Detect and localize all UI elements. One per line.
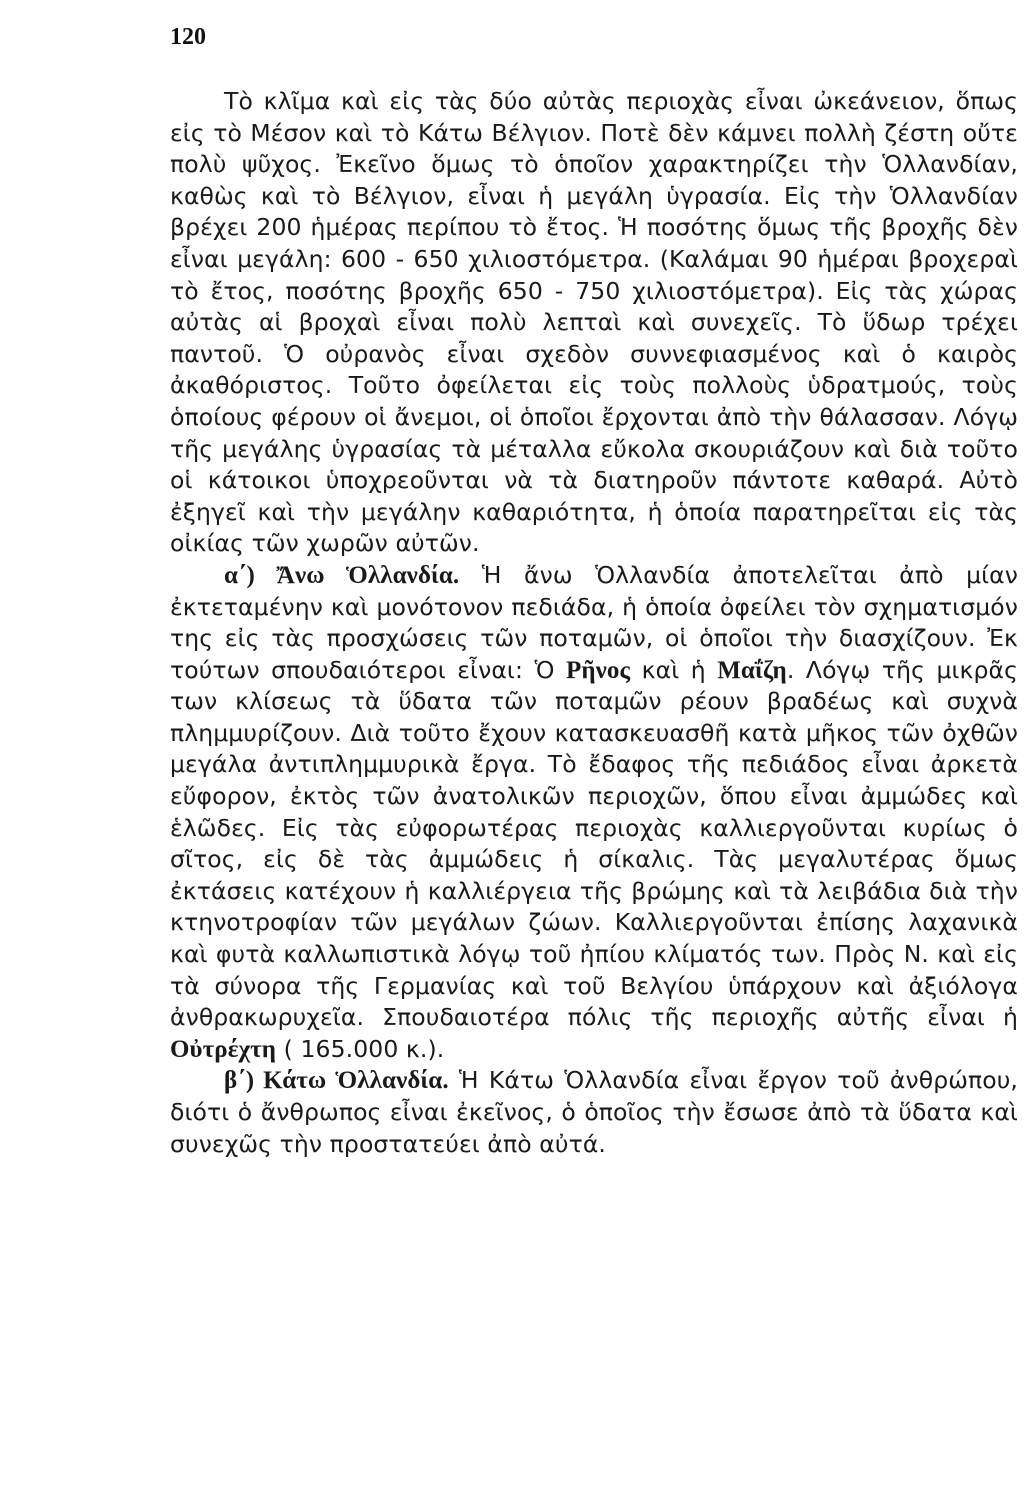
body-text — [170, 86, 1018, 1160]
text-segment: Ἡ ἄνω Ὁλλανδία ἀποτελεῖται ἀπὸ μίαν ἐκτεταμένην καὶ μονότονον πεδιάδα, ἡ ὁποία ὀφείλει τὸν σχηματισμόν της εἰς τὰς προσχώσεις τῶν ποταμῶν, οἱ ὁποῖοι τὴν διασχίζουν. Ἐκ τούτων σπουδαιότεροι εἶναι: Ὁ — [170, 560, 1019, 684]
paragraph-upper-holland — [170, 560, 1018, 1066]
text-segment: . Λόγῳ τῆς μικρᾶς των κλίσεως τὰ ὕδατα τῶν ποταμῶν ρέουν βραδέως καὶ συχνὰ πλημμυρίζουν. Διὰ τοῦτο ἔχουν κατασκευασθῆ κατὰ μῆκος τῶν ὀχθῶν μεγάλα ἀντιπλημμυρικὰ ἔργα. Τὸ ἔδαφος τῆς πεδιάδος εἶναι ἀρκετὰ εὔφορον, ἐκτὸς τῶν ἀνατολικῶν περιοχῶν, ὅπου εἶναι ἀμμώδες καὶ ἑλῶδες. Εἰς τὰς εὐφορωτέρας περιοχὰς καλλιεργοῦνται κυρίως ὁ σῖτος, εἰς δὲ τὰς ἀμμώδεις ἡ σίκαλις. Τὰς μεγαλυτέρας ὅμως ἐκτάσεις κατέχουν ἡ καλλιέργεια τῆς βρώμης καὶ τὰ λειβάδια διὰ τὴν κτηνοτροφίαν τῶν μεγάλων ζώων. Καλλιεργοῦνται ἐπίσης λαχανικὰ καὶ φυτὰ καλλωπιστικὰ λόγῳ τοῦ ἠπίου κλίματός των. Πρὸς Ν. καὶ εἰς τὰ σύνορα τῆς Γερμανίας καὶ τοῦ Βελγίου ὑπάρχουν καὶ ἀξιόλογα ἀνθρακωρυχεῖα. Σπουδαιοτέρα πόλις τῆς περιοχῆς αὐτῆς εἶναι ἡ — [170, 655, 1018, 1032]
page-number: 120 — [170, 24, 206, 50]
section-heading-upper-holland: α΄) Ἄνω Ὁλλανδία. — [224, 561, 460, 589]
section-heading-lower-holland: β΄) Κάτω Ὁλλανδία. — [224, 1067, 449, 1095]
paragraph-climate: Τὸ κλῖμα καὶ εἰς τὰς δύο αὐτὰς περιοχὰς εἶναι ὠκεάνειον, ὅπως εἰς τὸ Μέσον καὶ τὸ Κάτω Βέλγιον. Ποτὲ δὲν κάμνει πολλὴ ζέστη οὔτε πολὺ ψῦχος. Ἐκεῖνο ὅμως τὸ ὁποῖον χαρακτηρίζει τὴν Ὁλλανδίαν, καθὼς καὶ τὸ Βέλγιον, εἶναι ἡ μεγάλη ὑγρασία. Εἰς τὴν Ὁλλανδίαν βρέχει 200 ἡμέρας περίπου τὸ ἔτος. Ἡ ποσότης ὅμως τῆς βροχῆς δὲν εἶναι μεγάλη: 600 - 650 χιλιοστόμετρα. (Καλάμαι 90 ἡμέραι βροχεραὶ τὸ ἔτος, ποσότης βροχῆς 650 - 750 χιλιοστόμετρα). Εἰς τὰς χώρας αὐτὰς αἱ βροχαὶ εἶναι πολὺ λεπταὶ καὶ συνεχεῖς. Τὸ ὕδωρ τρέχει παντοῦ. Ὁ οὐρανὸς εἶναι σχεδὸν συννεφιασμένος καὶ ὁ καιρὸς ἀκαθόριστος. Τοῦτο ὀφείλεται εἰς τοὺς πολλοὺς ὑδρατμούς, τοὺς ὁποίους φέρουν οἱ ἄνεμοι, οἱ ὁποῖοι ἔρχονται ἀπὸ τὴν θάλασσαν. Λόγῳ τῆς μεγάλης ὑγρασίας τὰ μέταλλα εὔκολα σκουριάζουν καὶ διὰ τοῦτο οἱ κάτοικοι ὑποχρεοῦνται νὰ τὰ διατηροῦν πάντοτε καθαρά. Αὐτὸ ἐξηγεῖ καὶ τὴν μεγάλην καθαριότητα, ἡ ὁποία παρατηρεῖται εἰς τὰς οἰκίας τῶν χωρῶν αὐτῶν. — [170, 87, 1018, 558]
river-meuse: Μαΐζη — [717, 656, 787, 684]
paragraph-lower-holland — [170, 1065, 1018, 1160]
city-utrecht: Οὐτρέχτη — [170, 1035, 277, 1063]
river-rhine: Ρῆνος — [566, 656, 631, 684]
text-segment: καὶ ἡ — [630, 655, 718, 684]
text-segment: Ἡ Κάτω Ὁλλανδία εἶναι ἔργον τοῦ ἀνθρώπου, διότι ὁ ἄνθρωπος εἶναι ἐκεῖνος, ὁ ὁποῖος τὴν ἔσωσε ἀπὸ τὰ ὕδατα καὶ συνεχῶς τὴν προστατεύει ἀπὸ αὐτά. — [170, 1066, 1018, 1158]
text-segment: ( 165.000 κ.). — [276, 1034, 445, 1063]
